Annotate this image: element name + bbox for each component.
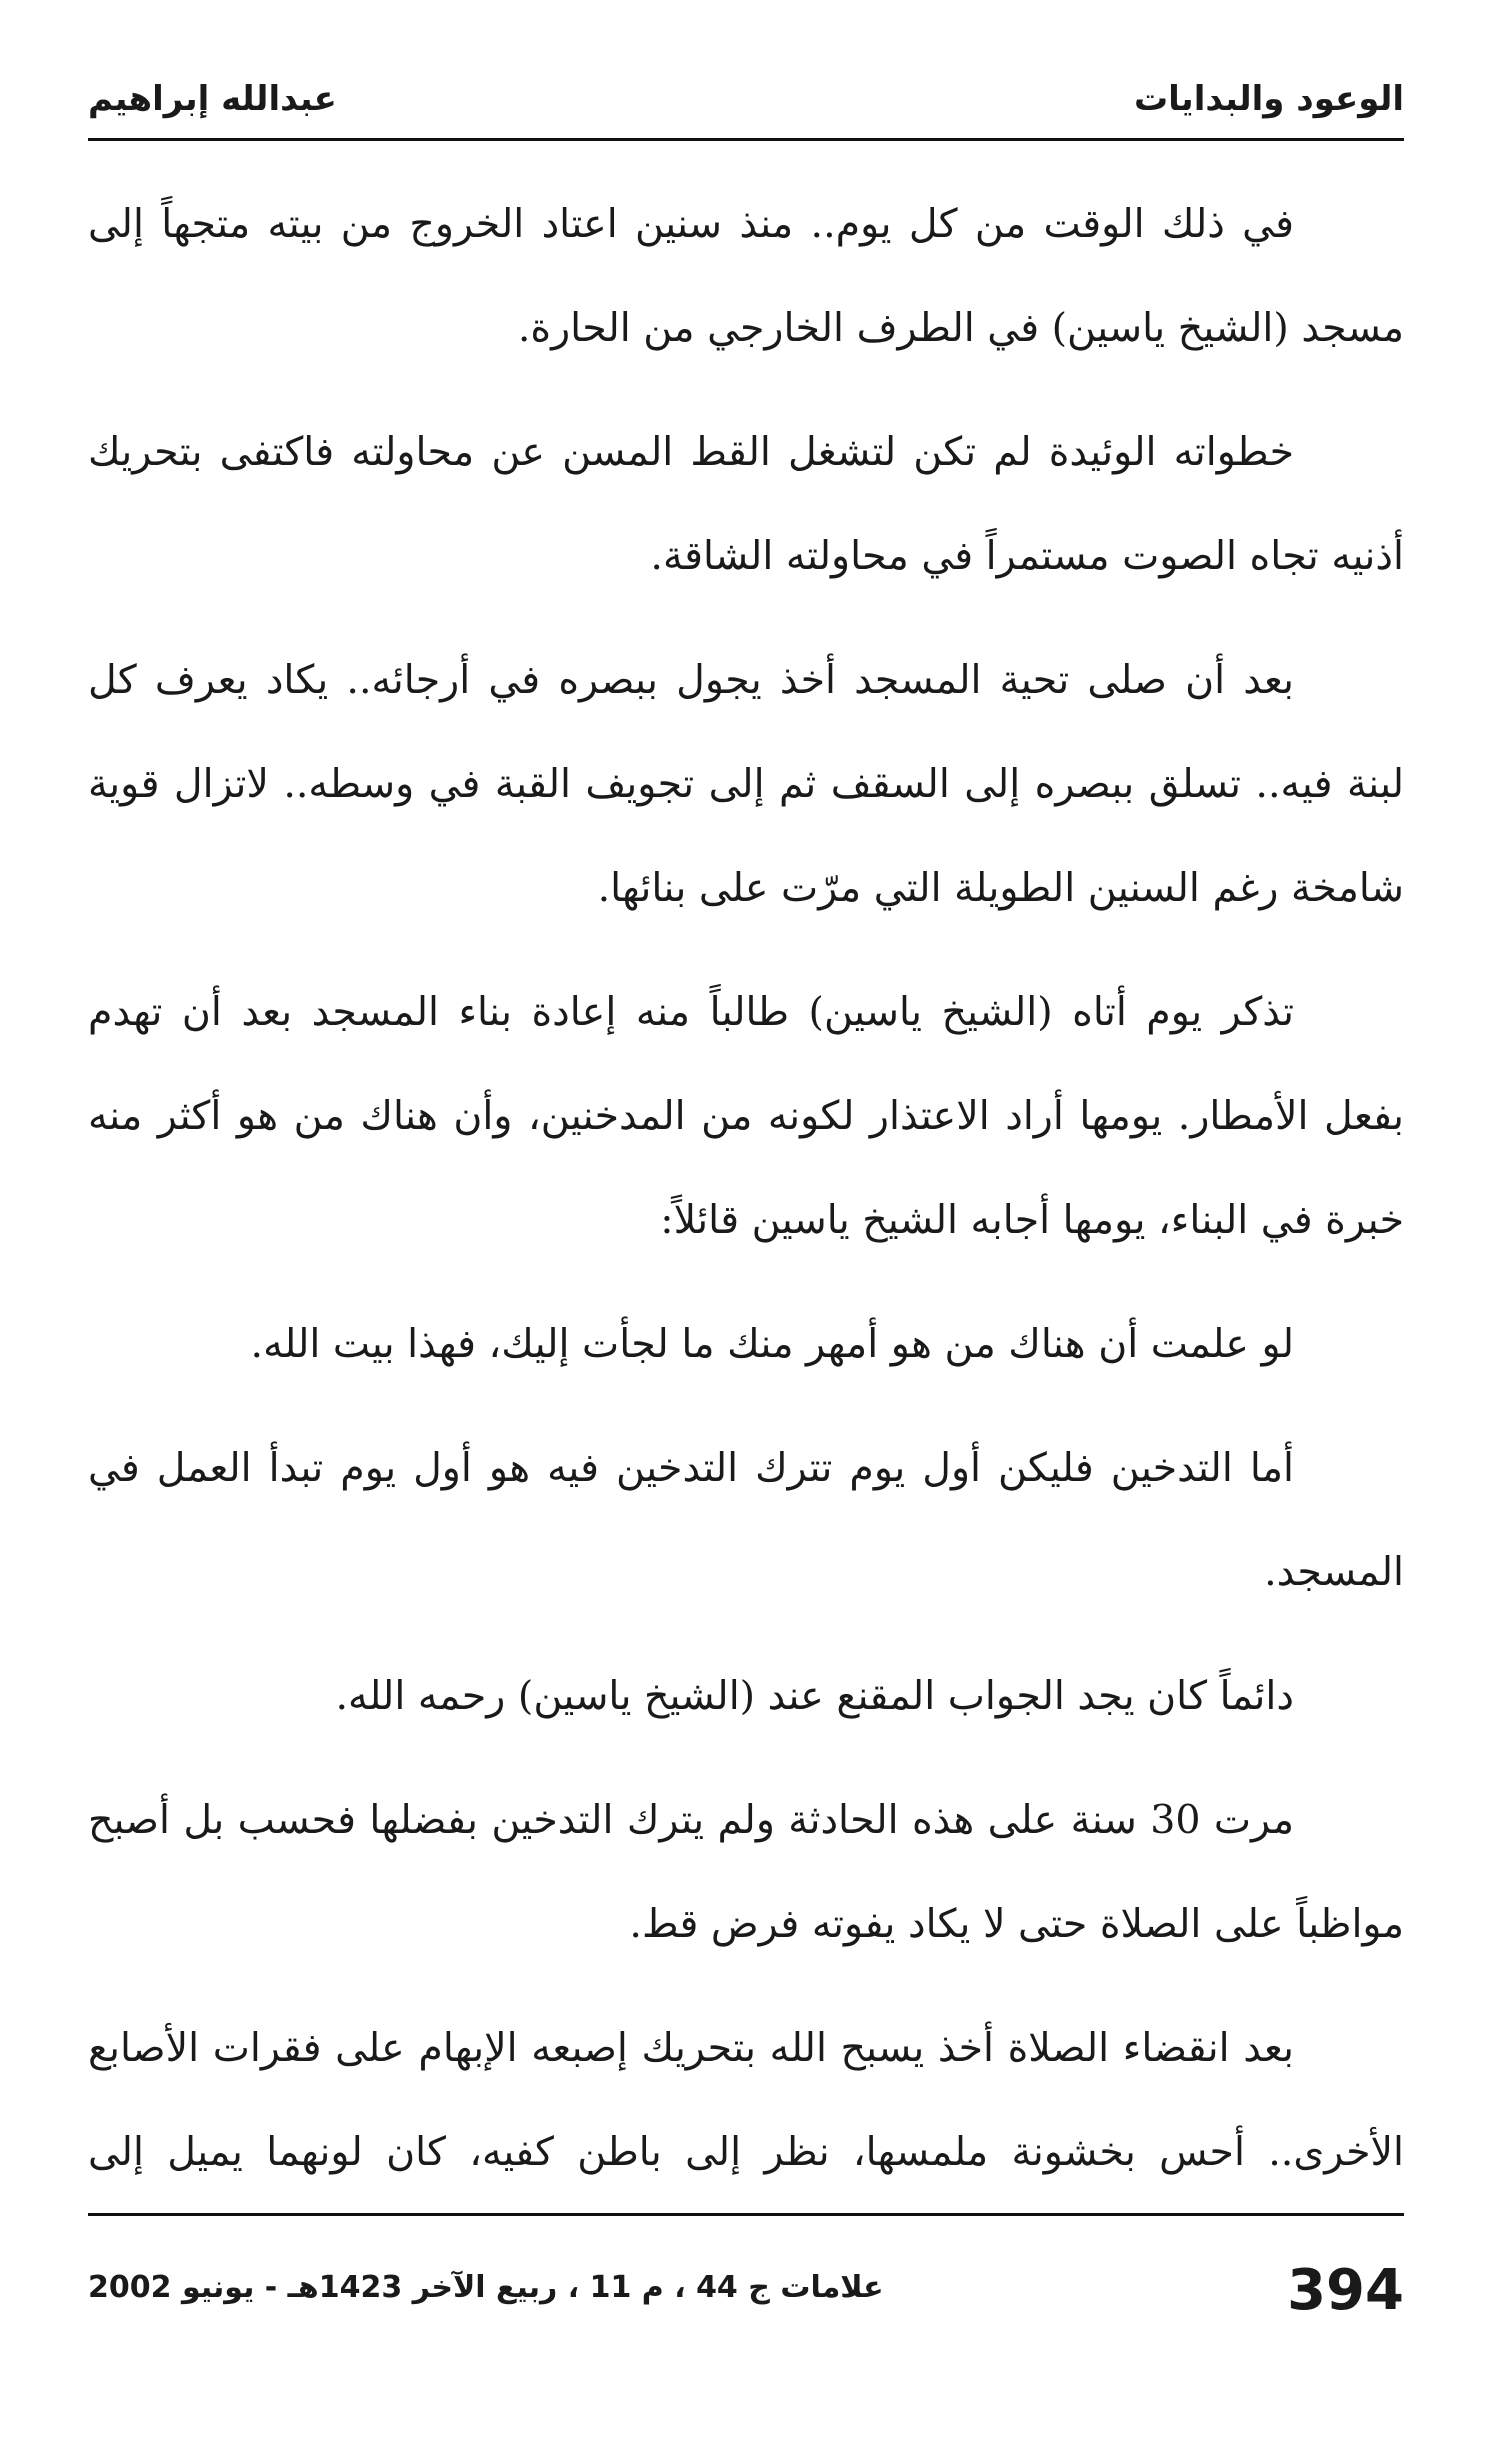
paragraph: تذكر يوم أتاه (الشيخ ياسين) طالباً منه إعادة بناء المسجد بعد أن تهدم بفعل الأمطار. يومها أراد الاعتذار لكونه من المدخنين، وأن هناك من هو أكثر منه خبرة في البناء، يومها أجابه الشيخ ياسين قائلاً: <box>88 989 1404 1243</box>
paragraph: بعد أن صلى تحية المسجد أخذ يجول ببصره في أرجائه.. يكاد يعرف كل لبنة فيه.. تسلق ببصره إلى السقف ثم إلى تجويف القبة في وسطه.. لاتزال قوية شامخة رغم السنين الطويلة التي مرّت على بنائها. <box>88 657 1404 911</box>
body-text <box>88 172 1404 2192</box>
paragraph: دائماً كان يجد الجواب المقنع عند (الشيخ ياسين) رحمه الله. <box>335 1673 1294 1719</box>
paragraph: مرت 30 سنة على هذه الحادثة ولم يترك التدخين بفضلها فحسب بل أصبح مواظباً على الصلاة حتى لا يكاد يفوته فرض قط. <box>88 1797 1404 1947</box>
journal-info: علامات ج 44 ، م 11 ، ربيع الآخر 1423هـ - يونيو 2002 <box>88 2270 884 2305</box>
paragraph: لو علمت أن هناك من هو أمهر منك ما لجأت إليك، فهذا بيت الله. <box>250 1321 1294 1367</box>
paragraph: في ذلك الوقت من كل يوم.. منذ سنين اعتاد الخروج من بيته متجهاً إلى مسجد (الشيخ ياسين) في الطرف الخارجي من الحارة. <box>88 201 1404 351</box>
page-footer <box>88 2213 1404 2336</box>
paragraph: أما التدخين فليكن أول يوم تترك التدخين فيه هو أول يوم تبدأ العمل في المسجد. <box>88 1445 1404 1595</box>
paragraph: بعد انقضاء الصلاة أخذ يسبح الله بتحريك إصبعه الإبهام على فقرات الأصابع الأخرى.. أحس بخشونة ملمسها، نظر إلى باطن كفيه، كان لونهما يميل إلى <box>88 2025 1404 2175</box>
running-header <box>88 60 1404 141</box>
author-name: عبدالله إبراهيم <box>88 79 337 119</box>
page-number: 394 <box>1287 2258 1404 2323</box>
paragraph: خطواته الوئيدة لم تكن لتشغل القط المسن عن محاولته فاكتفى بتحريك أذنيه تجاه الصوت مستمراً في محاولته الشاقة. <box>88 429 1404 579</box>
chapter-title: الوعود والبدايات <box>1134 79 1404 119</box>
